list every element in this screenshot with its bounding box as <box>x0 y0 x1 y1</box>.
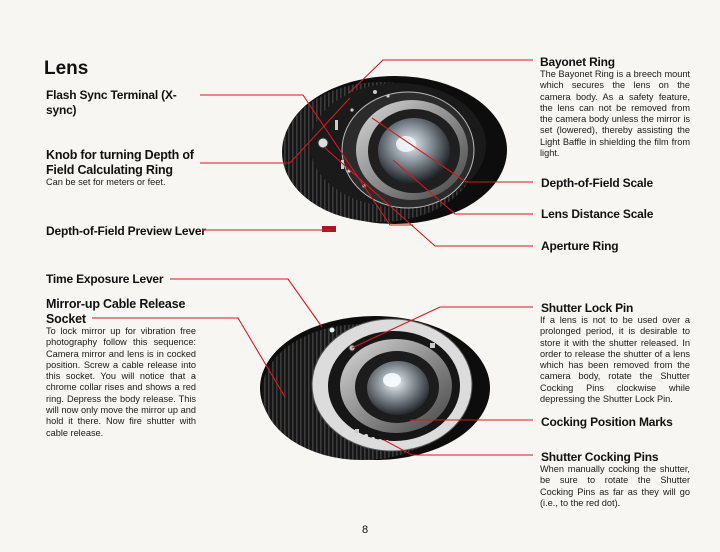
label-time-exposure-lever: Time Exposure Lever <box>46 272 164 286</box>
text-mirror-up-socket: To lock mirror up for vibration free photography follow this sequence: Camera mirror and lens is in cocked position. Screw a cable release into this socket. You will notice that a chrome collar rises and shows a red ring. Depress the body release. This will now only move the mirror up and hold it there. Now fire shutter with cable release. <box>46 326 196 438</box>
text-shutter-cocking-pins: When manually cocking the shutter, be sure to rotate the Shutter Cocking Pins as far as they will go (i.e., to the red dot). <box>540 464 690 508</box>
label-lens-distance-scale: Lens Distance Scale <box>541 207 654 221</box>
label-bayonet-ring: Bayonet Ring <box>540 55 615 69</box>
label-flash-sync: Flash Sync Terminal (X-sync) <box>46 88 177 117</box>
page-title: Lens <box>44 58 89 79</box>
text-knob-dof-ring: Can be set for meters or feet. <box>46 177 166 187</box>
leader-time-exposure <box>170 279 322 327</box>
label-dof-preview-lever: Depth-of-Field Preview Lever <box>46 224 206 238</box>
label-cocking-position-marks: Cocking Position Marks <box>541 415 673 429</box>
leader-mirror-up <box>92 318 285 397</box>
label-mirror-up-socket: Mirror-up Cable Release Socket <box>46 297 186 326</box>
label-shutter-cocking-pins: Shutter Cocking Pins <box>541 450 659 464</box>
page-number: 8 <box>362 524 369 536</box>
label-aperture-ring: Aperture Ring <box>541 239 619 253</box>
label-knob-dof-ring: Knob for turning Depth of Field Calculating Ring <box>46 148 194 177</box>
label-shutter-lock-pin: Shutter Lock Pin <box>541 301 634 315</box>
lens-front-illustration <box>282 76 507 232</box>
text-shutter-lock-pin: If a lens is not to be used over a prolonged period, it is desirable to store it with the shutter released. In order to release the shutter of a lens which has been removed from the camera body, rotate the Shutter Cocking Pins clockwise while depressing the Shutter Lock Pin. <box>540 315 690 405</box>
label-dof-scale: Depth-of-Field Scale <box>541 176 654 190</box>
text-bayonet-ring: The Bayonet Ring is a breech mount which secures the lens on the camera body. As a safety feature, the lens can not be removed from the camera body unless the mirror is set (lowered), thereby assisting the Light Baffle in shielding the film from light. <box>540 69 690 159</box>
